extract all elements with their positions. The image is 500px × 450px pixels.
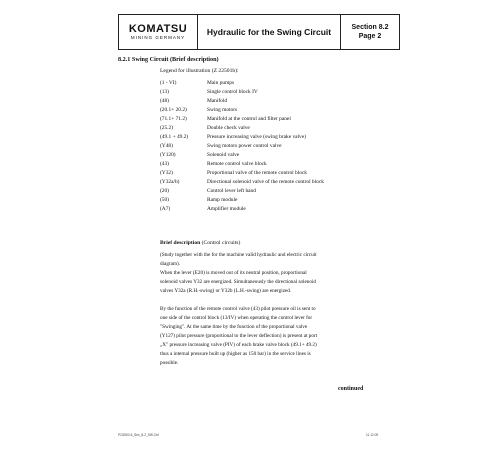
continued-label: continued — [338, 386, 364, 392]
legend-desc: Solenoid valve — [207, 152, 240, 158]
legend-row — [160, 115, 324, 124]
legend-code: (13) — [160, 89, 169, 95]
legend-row — [160, 196, 324, 205]
legend-row — [160, 88, 324, 97]
legend-row — [160, 187, 324, 196]
legend-desc: Manifold at the control and filter panel — [207, 116, 291, 122]
legend-code: (Y48) — [160, 143, 173, 149]
document-title: Hydraulic for the Swing Circuit — [198, 15, 341, 49]
paragraph-line: "Swinging". At the same time by the function of the proportional valve — [160, 324, 308, 330]
legend-desc: Manifold — [207, 98, 228, 104]
paragraph-line: one side of the control block (13/IV) when operating the control lever for — [160, 315, 313, 321]
brief-description-heading — [160, 240, 240, 246]
legend-row — [160, 151, 324, 160]
paragraph-line: solenoid valves Y32 are energized. Simultaneously the directional solenoid — [160, 279, 317, 285]
legend-row — [160, 133, 324, 142]
legend-row — [160, 205, 324, 214]
logo-subtitle: MINING GERMANY — [130, 35, 186, 40]
legend-desc: Main pumps — [207, 80, 235, 86]
legend-desc: Double check valve — [207, 125, 250, 131]
legend-code: (Y120) — [160, 152, 176, 158]
legend-code: (50) — [160, 197, 169, 203]
legend-desc: Swing motors — [207, 107, 238, 113]
page-header — [118, 14, 400, 50]
legend-row — [160, 97, 324, 106]
paragraph-2 — [160, 305, 390, 368]
legend-desc: Remote control valve block — [207, 161, 267, 167]
legend-code: (Y32a/b) — [160, 179, 180, 185]
legend-code: (A7) — [160, 206, 171, 212]
legend-code: (71.1+ 71.2) — [160, 116, 187, 122]
paragraph-1 — [160, 251, 390, 296]
logo-wordmark: KOMATSU — [128, 23, 188, 35]
paragraph-line: (Study together with the for the machine valid hydraulic and electric circuit — [160, 252, 317, 258]
paragraph-line: (Y127) pilot pressure (proportional to the lever deflection) is present at port — [160, 333, 318, 339]
paragraph-line: „X" pressure increasing valve (PIV) of each brake valve block (49.1+ 49.2) — [160, 342, 317, 348]
legend-desc: Single control block IV — [207, 89, 258, 95]
legend-code: (49.1 + 49.2) — [160, 134, 189, 140]
legend-code: (20) — [160, 188, 169, 194]
section-number: Section 8.2 — [351, 24, 389, 31]
paragraph-line: valves Y32a (R.H.-swing) or Y32b (L.H.-swing) are energized. — [160, 288, 292, 294]
legend-desc: Proportional valve of the remote control block — [207, 170, 307, 176]
legend-code: (20.1+ 20.2) — [160, 107, 187, 113]
page-number: Page 2 — [358, 33, 382, 40]
legend-desc: Directional solenoid valve of the remote control block — [207, 179, 324, 185]
legend-code: (48) — [160, 98, 169, 104]
legend-code: (43) — [160, 161, 169, 167]
paragraph-line: When the lever (E20) is moved out of its neutral position, proportional — [160, 270, 307, 276]
legend-desc: Swing motors power control valve — [207, 143, 282, 149]
paragraph-line: diagram). — [160, 261, 181, 267]
legend-list — [160, 79, 324, 214]
legend-row — [160, 160, 324, 169]
legend-row — [160, 178, 324, 187]
legend-row — [160, 142, 324, 151]
paragraph-line: thus a internal pressure built up (higher as 150 bar) in the service lines is — [160, 351, 311, 357]
legend-row — [160, 124, 324, 133]
komatsu-logo — [119, 15, 198, 49]
footer-date: 11.12.09 — [366, 433, 379, 437]
legend-desc: Amplifier module — [207, 206, 246, 212]
legend-code: (1 - VI) — [160, 80, 177, 86]
paragraph-line: By the function of the remote control valve (43) pilot pressure oil is sent to — [160, 306, 316, 312]
legend-code: (25.2) — [160, 125, 174, 131]
section-box — [341, 15, 399, 49]
legend-desc: Ramp module — [207, 197, 238, 203]
brief-normal: (Control circuits) — [200, 240, 241, 246]
legend-code: (Y32) — [160, 170, 173, 176]
legend-row — [160, 79, 324, 88]
footer-filename: PC5500-6_Sec_8-2_SW-Ctrl — [118, 433, 159, 437]
legend-row — [160, 169, 324, 178]
paragraph-line: possible. — [160, 360, 179, 366]
legend-title: Legend for illustration (Z 22501b): — [160, 68, 239, 74]
brief-bold: Brief description — [160, 240, 201, 246]
legend-desc: Control lever left hand — [207, 188, 256, 194]
section-heading: 8.2.1 Swing Circuit (Brief description) — [118, 56, 219, 63]
legend-desc: Pressure increasing valve (swing brake valve) — [207, 134, 306, 140]
legend-row — [160, 106, 324, 115]
